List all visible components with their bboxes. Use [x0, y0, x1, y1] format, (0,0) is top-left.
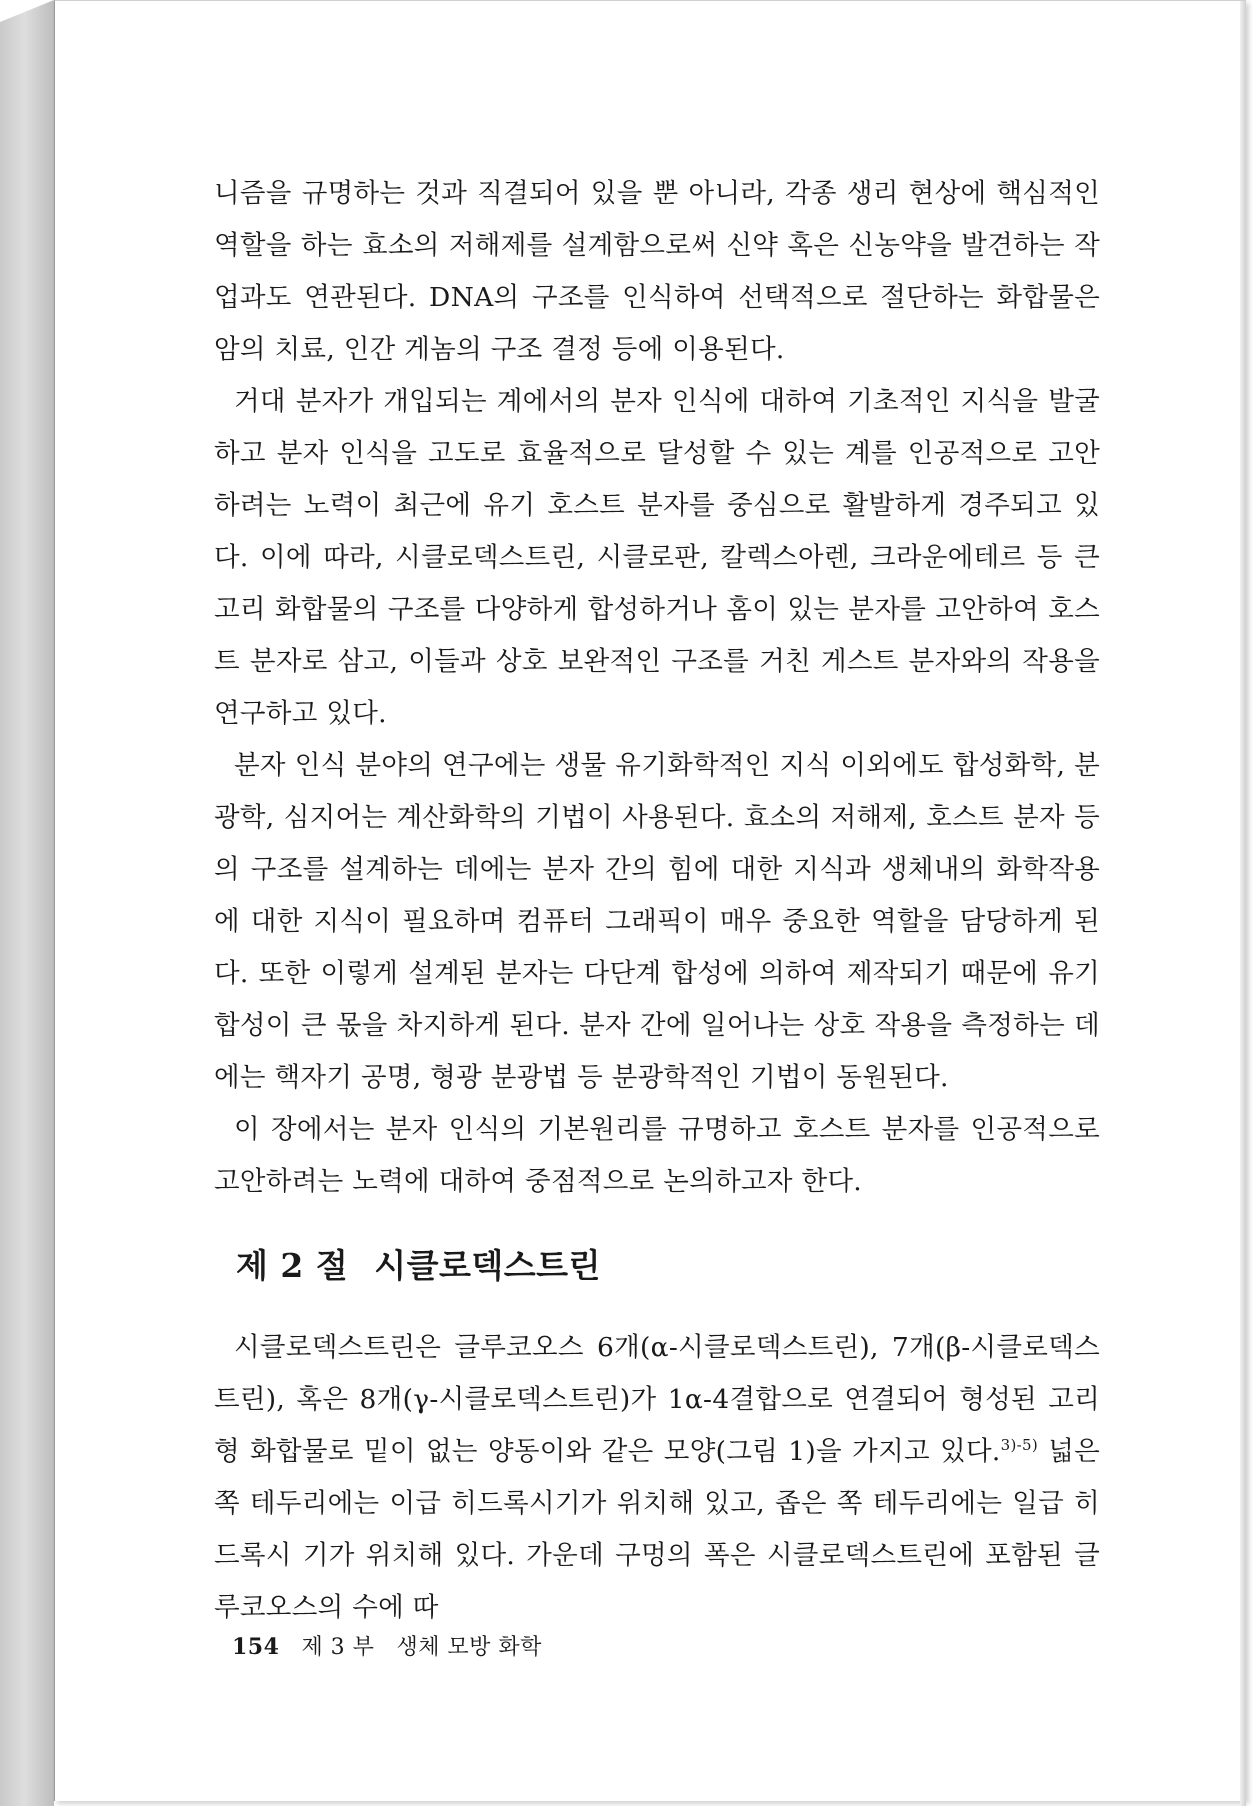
section-heading — [236, 1240, 601, 1287]
section-number: 제 2 절 — [236, 1246, 349, 1285]
page-right-edge — [1240, 1, 1246, 1806]
section-paragraph-text-b: 넓은 쪽 테두리에는 이급 히드록시기가 위치해 있고, 좁은 쪽 테두리에는 일급 히드록시 기가 위치해 있다. 가운데 구멍의 폭은 시클로덱스트린에 포함된 글루코오스의 수에 따 — [214, 1436, 1100, 1623]
reference-marker: 3)-5) — [1000, 1436, 1038, 1455]
section-paragraph — [214, 1322, 1100, 1634]
section-body — [214, 1322, 1100, 1634]
footer-part: 제 3 부 — [301, 1635, 375, 1660]
section-title: 시클로덱스트린 — [374, 1246, 601, 1285]
book-spine — [0, 0, 54, 1806]
body-text — [214, 168, 1100, 1208]
footer-part-title: 생체 모방 화학 — [396, 1635, 542, 1660]
paragraph-1: 니즘을 규명하는 것과 직결되어 있을 뿐 아니라, 각종 생리 현상에 핵심적인 역할을 하는 효소의 저해제를 설계함으로써 신약 혹은 신농약을 발견하는 작업과도 연관된다. DNA의 구조를 인식하여 선택적으로 절단하는 화합물은 암의 치료, 인간 게놈의 구조 결정 등에 이용된다. — [214, 178, 1100, 365]
page-number: 154 — [232, 1634, 280, 1660]
page-footer — [232, 1630, 564, 1661]
spine-corner — [0, 0, 54, 22]
paragraph-4: 이 장에서는 분자 인식의 기본원리를 규명하고 호스트 분자를 인공적으로 고안하려는 노력에 대하여 중점적으로 논의하고자 한다. — [214, 1114, 1100, 1197]
section-paragraph-text-a: 시클로덱스트린은 글루코오스 6개(α-시클로덱스트린), 7개(β-시클로덱스트린), 혹은 8개(γ-시클로덱스트린)가 1α-4결합으로 연결되어 형성된 고리형 화합물로 밑이 없는 양동이와 같은 모양(그림 1)을 가지고 있다. — [214, 1332, 1100, 1467]
paragraph-2: 거대 분자가 개입되는 계에서의 분자 인식에 대하여 기초적인 지식을 발굴하고 분자 인식을 고도로 효율적으로 달성할 수 있는 계를 인공적으로 고안하려는 노력이 최근에 유기 호스트 분자를 중심으로 활발하게 경주되고 있다. 이에 따라, 시클로덱스트린, 시클로판, 칼렉스아렌, 크라운에테르 등 큰 고리 화합물의 구조를 다양하게 합성하거나 홈이 있는 분자를 고안하여 호스트 분자로 삼고, 이들과 상호 보완적인 구조를 거친 게스트 분자와의 작용을 연구하고 있다. — [214, 386, 1100, 729]
paragraph-3: 분자 인식 분야의 연구에는 생물 유기화학적인 지식 이외에도 합성화학, 분광학, 심지어는 계산화학의 기법이 사용된다. 효소의 저해제, 호스트 분자 등의 구조를 설계하는 데에는 분자 간의 힘에 대한 지식과 생체내의 화학작용에 대한 지식이 필요하며 컴퓨터 그래픽이 매우 중요한 역할을 담당하게 된다. 또한 이렇게 설계된 분자는 다단계 합성에 의하여 제작되기 때문에 유기합성이 큰 몫을 차지하게 된다. 분자 간에 일어나는 상호 작용을 측정하는 데에는 핵자기 공명, 형광 분광법 등 분광학적인 기법이 동원된다. — [214, 750, 1100, 1093]
